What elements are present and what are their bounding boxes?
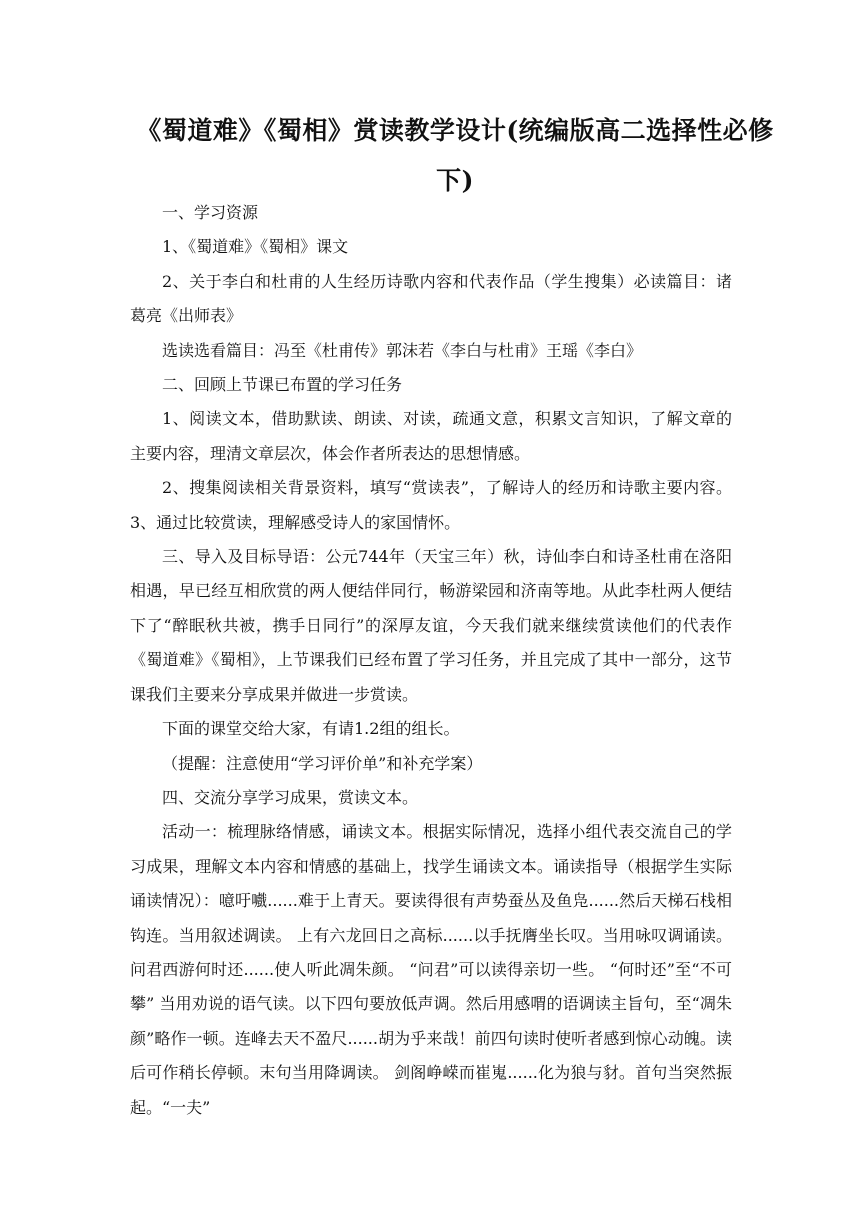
paragraph: 2、搜集阅读相关背景资料，填写“赏读表”，了解诗人的经历和诗歌主要内容。3、通过比较赏读，理解感受诗人的家国情怀。 — [130, 478, 732, 532]
document-body — [130, 196, 732, 1125]
paragraph: 选读选看篇目：冯至《杜甫传》郭沫若《李白与杜甫》王瑶《李白》 — [162, 340, 643, 360]
paragraph: 2、关于李白和杜甫的人生经历诗歌内容和代表作品（学生搜集）必读篇目：诸葛亮《出师表》 — [130, 271, 732, 326]
paragraph: 下面的课堂交给大家，有请1.2组的组长。 — [162, 719, 460, 739]
paragraph: 1、《蜀道难》《蜀相》课文 — [162, 237, 349, 257]
paragraph: 1、阅读文本，借助默读、朗读、对读，疏通文意，积累文言知识，了解文章的主要内容，理清文章层次，体会作者所表达的思想情感。 — [130, 409, 732, 463]
document-title: 《蜀道难》《蜀相》赏读教学设计(统编版高二选择性必修下) — [136, 116, 774, 195]
section-heading-sharing: 四、交流分享学习成果，赏读文本。 — [162, 787, 419, 807]
paragraph: 活动一：梳理脉络情感，诵读文本。根据实际情况，选择小组代表交流自己的学习成果，理解文本内容和情感的基础上，找学生诵读文本。诵读指导（根据学生实际诵读情况）：噫吁嚱......难于上青天。要读得很有声势蚕丛及鱼凫......然后天梯石栈相钩连。当用叙述调读。 上有六龙回日之高标......以手抚膺坐长叹。当用咏叹调诵读。 问君西游何时还......使人听此凋朱颜。 “问君”可以读得亲切一些。 “何时还”至“不可攀” 当用劝说的语气读。以下四句要放低声调。然后用感喟的语调读主旨句，至“凋朱颜”略作一顿。连峰去天不盈尺......胡为乎来哉！前四句读时使听者感到惊心动魄。读后可作稍长停顿。末句当用降调读。 剑阁峥嵘而崔嵬......化为狼与豺。首句当突然振起。“一夫” — [130, 822, 732, 1117]
section-heading-introduction: 三、导入及目标导语：公元744年（天宝三年）秋，诗仙李白和诗圣杜甫在洛阳相遇，早已经互相欣赏的两人便结伴同行，畅游梁园和济南等地。从此李杜两人便结下了“醉眠秋共被，携手日同行”的深厚友谊，今天我们就来继续赏读他们的代表作《蜀道难》《蜀相》，上节课我们已经布置了学习任务，并且完成了其中一部分，这节课我们主要来分享成果并做进一步赏读。 — [130, 547, 732, 704]
section-heading-resources: 一、学习资源 — [162, 203, 259, 222]
paragraph: （提醒：注意使用“学习评价单”和补充学案） — [162, 753, 483, 773]
section-heading-review: 二、回顾上节课已布置的学习任务 — [162, 375, 403, 395]
